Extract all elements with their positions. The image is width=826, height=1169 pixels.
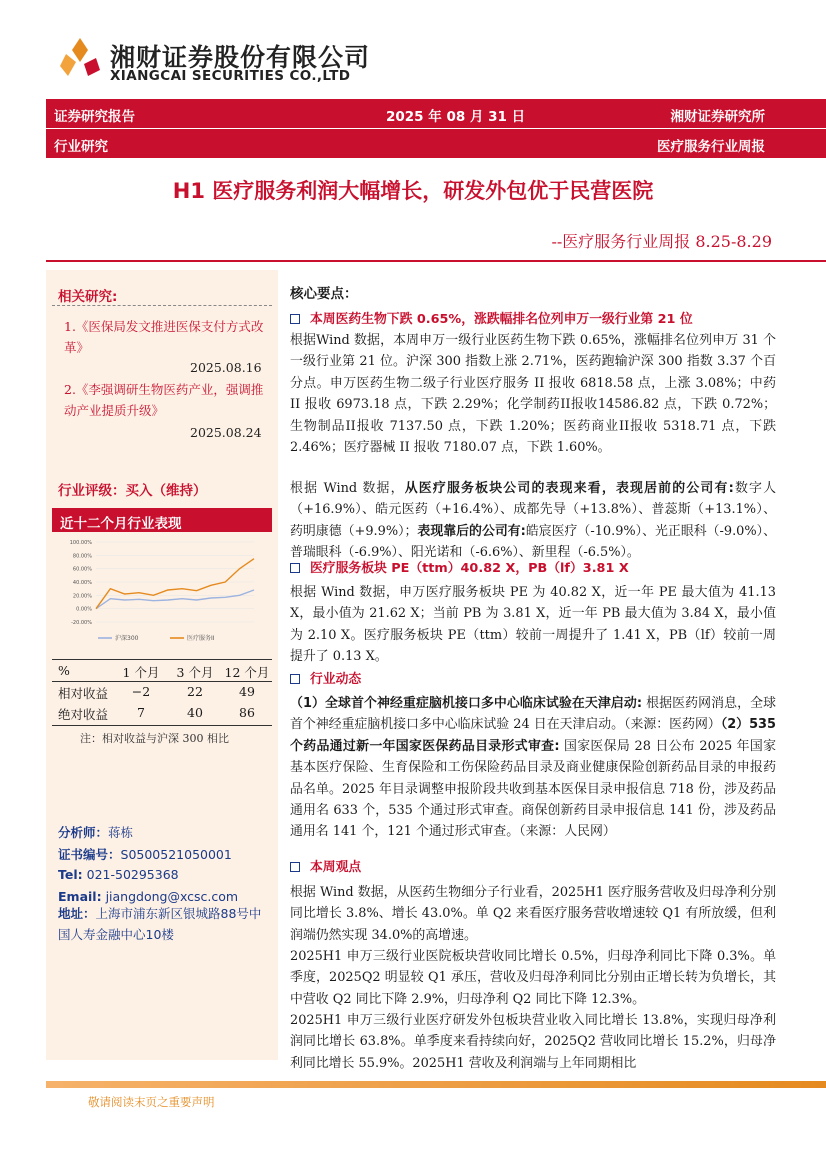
checkbox-icon <box>290 314 300 324</box>
p2-intro: 根据 Wind 数据， <box>290 481 405 496</box>
related-item-2-date: 2025.08.24 <box>190 425 262 440</box>
address-label: 地址： <box>58 906 96 921</box>
section-heading-2-text: 医疗服务板块 PE（ttm）40.82 X，PB（lf）3.81 X <box>310 561 629 576</box>
footer-disclaimer[interactable]: 敬请阅读末页之重要声明 <box>88 1095 215 1109</box>
table-note: 注：相对收益与沪深 300 相比 <box>80 732 229 745</box>
news-2-text: 国家医保局 28 日公布 2025 年国家基本医疗保险、生育保险和工伤保险药品目录及商业健康保险创新药品目录的申报药品名单。2025 年目录调整申报阶段共收到基本医保目录申报信息 718 份，涉及药品通用名 633 个，535 个通过形式审查。商保创新药目录申报信息 141 份，涉及药品通用名 141 个，121 个通过形式审查。（来源：人民网） <box>290 738 776 840</box>
telephone-number: 021-50295368 <box>86 867 179 882</box>
performance-chart <box>58 536 258 648</box>
table-header-row <box>52 660 272 681</box>
analyst-name: 蒋栋 <box>108 825 134 840</box>
table-cell: 相对收益 <box>58 686 109 701</box>
section-heading-2 <box>290 557 629 576</box>
table-cell: 40 <box>187 705 203 720</box>
report-subtitle: --医疗服务行业周报 8.25-8.29 <box>551 232 772 251</box>
paragraph-view-2: 2025H1 申万三级行业医院板块营收同比增长 0.5%，归母净利同比下降 0.3%。单季度，2025Q2 明显较 Q1 承压，营收及归母净利同比分别由正增长转为负增长，其中营收 Q2 同比下降 2.9%，归母净利 Q2 同比下降 12.3%。 <box>290 949 776 1007</box>
section-heading-3-text: 行业动态 <box>310 672 362 687</box>
section-heading-1-text: 本周医药生物下跌 0.65%，涨跌幅排名位列申万一级行业第 21 位 <box>310 312 693 327</box>
related-item-1[interactable]: 1.《医保局发文推进医保支付方式改革》 <box>64 319 264 355</box>
legend-label: 医疗服务II <box>187 635 215 642</box>
certificate <box>58 845 232 863</box>
report-type: 证券研究报告 <box>54 109 135 125</box>
series-line <box>96 559 254 609</box>
telephone <box>58 867 179 882</box>
y-tick-label: 40.00% <box>72 580 92 586</box>
p2-lead-heading: 从医疗服务板块公司的表现来看，表现居前的公司有: <box>404 481 734 496</box>
performance-table <box>52 660 272 723</box>
related-item-2[interactable]: 2.《李强调研生物医药产业，强调推动产业提质升级》 <box>64 382 264 418</box>
report-title: H1 医疗服务利润大幅增长，研发外包优于民营医院 <box>172 179 654 203</box>
paragraph-view-3: 2025H1 申万三级行业医疗研发外包板块营业收入同比增长 13.8%，实现归母净利润同比增长 63.8%。单季度来看持续向好，2025Q2 营收同比增长 15.2%，归母净利同比增长 55.9%。2025H1 营收及利润端与上年同期相比 <box>290 1013 776 1071</box>
telephone-label: Tel: <box>58 867 83 882</box>
email-label: Email: <box>58 889 102 904</box>
title-divider <box>46 260 826 262</box>
legend-label: 沪深300 <box>115 635 139 642</box>
news-1-heading: （1）全球首个神经重症脑机接口多中心临床试验在天津启动: <box>290 696 642 711</box>
checkbox-icon <box>290 862 300 872</box>
table-cell: 86 <box>239 705 255 720</box>
table-cell: 绝对收益 <box>58 707 109 722</box>
table-rule-bottom <box>52 725 272 726</box>
table-cell: 22 <box>187 684 203 699</box>
table-cell: −2 <box>131 684 151 699</box>
email <box>58 889 238 904</box>
section-heading-3 <box>290 668 361 687</box>
header-bar-bottom <box>46 129 826 158</box>
performance-heading-bar <box>52 508 272 532</box>
table-header-cell: % <box>58 663 70 678</box>
y-tick-label: 80.00% <box>72 553 92 560</box>
section-heading-1 <box>290 308 693 327</box>
certificate-number: S0500521050001 <box>120 847 232 862</box>
y-tick-label: 0.00% <box>76 606 92 613</box>
core-points-heading: 核心要点： <box>290 286 358 302</box>
table-header-cell: 3 个月 <box>176 665 214 680</box>
checkbox-icon <box>290 563 300 573</box>
report-series: 医疗服务行业周报 <box>657 139 765 155</box>
report-category: 行业研究 <box>54 139 108 155</box>
p2-lag-heading: 表现靠后的公司有: <box>417 523 526 539</box>
news-1-text: 根据医药网消息，全球首个神经重症脑机接口多中心临床试验 24 日在天津启动。（来源：医药网） <box>290 696 776 733</box>
company-logo <box>58 36 102 80</box>
company-name-cn: 湘财证券股份有限公司 <box>110 43 371 72</box>
table-cell: 49 <box>239 684 255 699</box>
performance-heading: 近十二个月行业表现 <box>60 516 182 532</box>
section-heading-4-text: 本周观点 <box>310 860 362 875</box>
checkbox-icon <box>290 674 300 684</box>
news-2-heading: （2）535 个药品通过新一年国家医保药品目录形式审查: <box>290 717 776 754</box>
header-bar-top <box>46 99 826 128</box>
table-row <box>52 702 272 723</box>
p2-laggards: 皓宸医疗（-10.9%）、光正眼科（-9.0%）、普瑞眼科（-6.9%）、阳光诺和（-6.6%）、新里程（-6.5%）。 <box>290 523 776 561</box>
y-tick-label: -20.00% <box>71 620 92 626</box>
p2-leaders: 数字人（+16.9%）、皓元医药（+16.4%）、成都先导（+13.8%）、普蕊斯（+13.1%）、药明康德（+9.9%）； <box>290 481 777 539</box>
address-text: 上海市浦东新区银城路88号中国人寿金融中心10楼 <box>58 906 262 942</box>
analyst-label: 分析师： <box>58 825 109 840</box>
y-tick-label: 20.00% <box>72 593 92 600</box>
table-header-cell: 1 个月 <box>122 665 160 680</box>
report-date: 2025 年 08 月 31 日 <box>386 109 526 125</box>
company-name-en: XIANGCAI SECURITIES CO.,LTD <box>110 68 351 84</box>
related-research-heading: 相关研究: <box>58 289 118 305</box>
paragraph-news <box>290 693 776 843</box>
email-address[interactable]: jiangdong@xcsc.com <box>105 889 239 904</box>
table-row <box>52 681 272 702</box>
y-tick-label: 60.00% <box>72 566 92 573</box>
y-tick-label: 100.00% <box>69 540 92 546</box>
related-item-1-date: 2025.08.16 <box>190 360 262 375</box>
industry-rating: 行业评级：买入（维持） <box>58 483 207 499</box>
institute-name: 湘财证券研究所 <box>670 109 765 125</box>
paragraph-companies <box>290 478 776 564</box>
paragraph-valuation: 根据 Wind 数据，申万医疗服务板块 PE 为 40.82 X，近一年 PE 最大值为 41.13 X，最小值为 21.62 X；当前 PB 为 3.81 X，近一年 PB 最大值为 3.84 X，最小值为 2.10 X。医疗服务板块 PE（ttm）较前一周提升了 1.41 X，PB（lf）较前一周提升了 0.13 X。 <box>290 585 776 665</box>
analyst <box>58 823 133 841</box>
certificate-label: 证书编号： <box>58 847 121 862</box>
table-cell: 7 <box>137 705 145 720</box>
table-header-cell: 12 个月 <box>224 665 270 680</box>
address <box>58 903 272 945</box>
paragraph-view-1: 根据 Wind 数据，从医药生物细分子行业看，2025H1 医疗服务营收及归母净利分别同比增长 3.8%、增长 43.0%。单 Q2 来看医疗服务营收增速较 Q1 有所放缓，但利润端仍然实现 34.0%的高增速。 <box>290 885 776 943</box>
section-heading-4 <box>290 856 361 875</box>
paragraph-market: 根据Wind 数据，本周申万一级行业医药生物下跌 0.65%，涨幅排名位列申万 31 个一级行业第 21 位。沪深 300 指数上涨 2.71%，医药跑输沪深 300 指数 3.37 个百分点。申万医药生物二级子行业医疗服务 II 报收 6818.58 点，上涨 3.08%；中药 II 报收 6973.18 点，下跌 2.29%；化学制药II报收14586.82 点，下跌 0.72%；生物制品II报收 7137.50 点，下跌 1.20%；医药商业II报收 5318.71 点，下跌 2.46%；医疗器械 II 报收 7180.07 点，下跌 1.60%。 <box>290 333 776 456</box>
related-divider <box>52 305 272 306</box>
footer-bar <box>46 1081 826 1088</box>
